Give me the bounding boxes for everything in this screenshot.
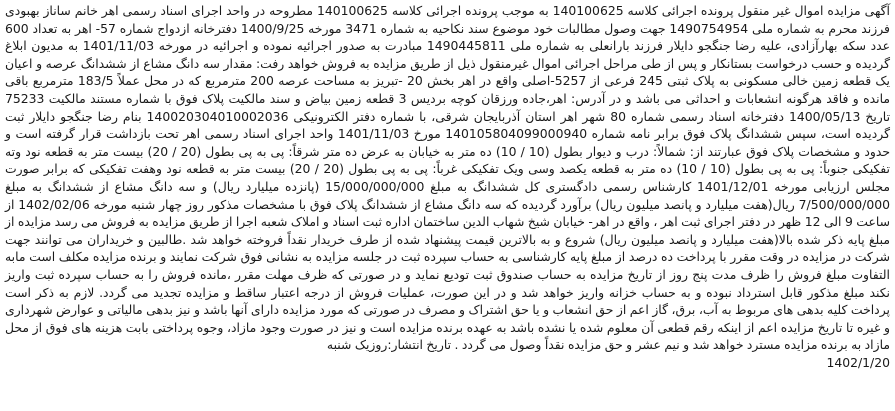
publication-date: 1402/1/20 xyxy=(826,354,890,370)
notice-body-text: آگهی مزایده اموال غیر منقول پرونده اجرائی کلاسه 140100625 به موجب پرونده اجرائی کلاسه 140100625 مطروحه در واحد اجرای اسناد رسمی اهر خانم ساناز بهبودی فرزند محرم به شماره ملی 1490754954 جهت وصول مطالبات خود موضوع سند نکاحیه به شماره 3471 مورخه 1400/9/25 دفترخانه ازدواج شماره 57- اهر به تعداد 600 عدد سکه بهارآزادی، علیه رضا جنگجو دایلار فرزند بارانعلی به شماره ملی 1490445811 مبادرت به صدور اجرائیه نموده و اجرائیه در مورخه 1401/11/03 به مدیون ابلاغ گردیده و حسب درخواست بستانکار و پس از طی مراحل اجرائی اموال غیرمنقول ذیل از طریق مزایده به فروش خواهد رفت: مقدار سه دانگ مشاع از ششدانگ عرصه و اعیان یک قطعه زمین خالی مسکونی به پلاک ثبتی 245 فرعی از 5257-اصلی واقع در اهر بخش 20 -تبریز به مساحت عرصه 200 مترمربع که در محل عملاً 183/5 مترمربع باقی مانده و فاقد هرگونه انشعابات و احداثی می باشد و در آدرس: اهر،جاده ورزقان کوچه بردیس 3 قطعه زمین بیاض و سند مالکیت پلاک فوق با شماره مستند مالکیت 75233 تاریخ 1400/05/13 دفترخانه اسناد رسمی شماره 80 شهر اهر استان آذربایجان شرقی، با شماره دفتر الکترونیکی 140020304010002036 بنام رضا جنگجو دایلار ثبت گردیده است، سپس ششدانگ پلاک فوق برابر نامه شماره 140105804099000940 مورخ 1401/11/03 واحد اجرای اسناد رسمی اهر تحت بازداشت قرار گرفته است و حدود و مشخصات پلاک فوق عبارتند از: شمالاً: درب و دیوار بطول (10 / 10) ده متر به خیابان به عرض ده متر شرقاً: پی به پی بطول (20 / 20) بیست متر به قطعه نود وته تفکیکی جنوباً: پی به پی بطول (10 / 10) ده متر به قطعه یکصد وسی ویک تفکیکی غرباً: پی به پی بطول (20 / 20) بیست متر به قطعه نود وهفت تفکیکی که برابر صورت مجلس ارزیابی مورخه 1401/12/01 کارشناس رسمی دادگستری کل ششدانگ به مبلغ 15/000/000/000 (پانزده میلیارد ریال) و سه دانگ مشاع از ششدانگ به مبلغ 7/500/000/000 ریال(هفت میلیارد و پانصد میلیون ریال) برآورد گردیده که سه دانگ مشاع از ششدانگ پلاک فوق با مشخصات مذکور روز چهار شنبه مورخه 1402/02/06 از ساعت 9 الی 12 ظهر در دفتر اجرای ثبت اهر ، واقع در اهر- خیابان شیخ شهاب الدین ساختمان اداره ثبت اسناد و املاک شعبه اجرا از طریق مزایده به فروش می رسد مزایده از مبلغ پایه ذکر شده بالا(هفت میلیارد و پانصد میلیون ریال) شروع و به بالاترین قیمت پیشنهاد شده از طرف خریدار نقداً فروخته خواهد شد .طالبین و خریداران می توانند جهت شرکت در مزایده در وقت مقرر با پرداخت ده درصد از مبلغ پایه کارشناسی به حساب سپرده ثبت در جلسه مزایده به نشانی فوق شرکت نمایند و برنده مزایده مکلف است مابه التفاوت مبلغ فروش را ظرف مدت پنج روز از تاریخ مزایده به حساب صندوق ثبت تودیع نماید و در صورتی که ظرف مهلت مقرر ،مانده فروش را به حساب سپرده ثبت واریز نکند مبلغ مذکور قابل استرداد نبوده و به حساب خزانه واریز خواهد شد و در این صورت، عملیات فروش از درجه اعتبار ساقط و مزایده تجدید می گردد. لازم به ذکر است پرداخت کلیه بدهی های مربوط به آب، برق، گاز اعم از حق انشعاب و یا حق اشتراک و مصرف در صورتی که مورد مزایده دارای آنها باشد و نیز بدهی مالیاتی و عوارض شهرداری و غیره تا تاریخ مزایده اعم از اینکه رقم قطعی آن معلوم شده یا نشده باشد به عهده برنده مزایده است و نیز در صورت وجود مازاد، وجوه پرداختی بابت هزینه های فوق از محل مازاد به برنده مزایده مسترد خواهد شد و نیم عشر و حق مزایده نقداً وصول می گردد . تاریخ انتشار:روزیک شنبه xyxy=(5,3,891,353)
